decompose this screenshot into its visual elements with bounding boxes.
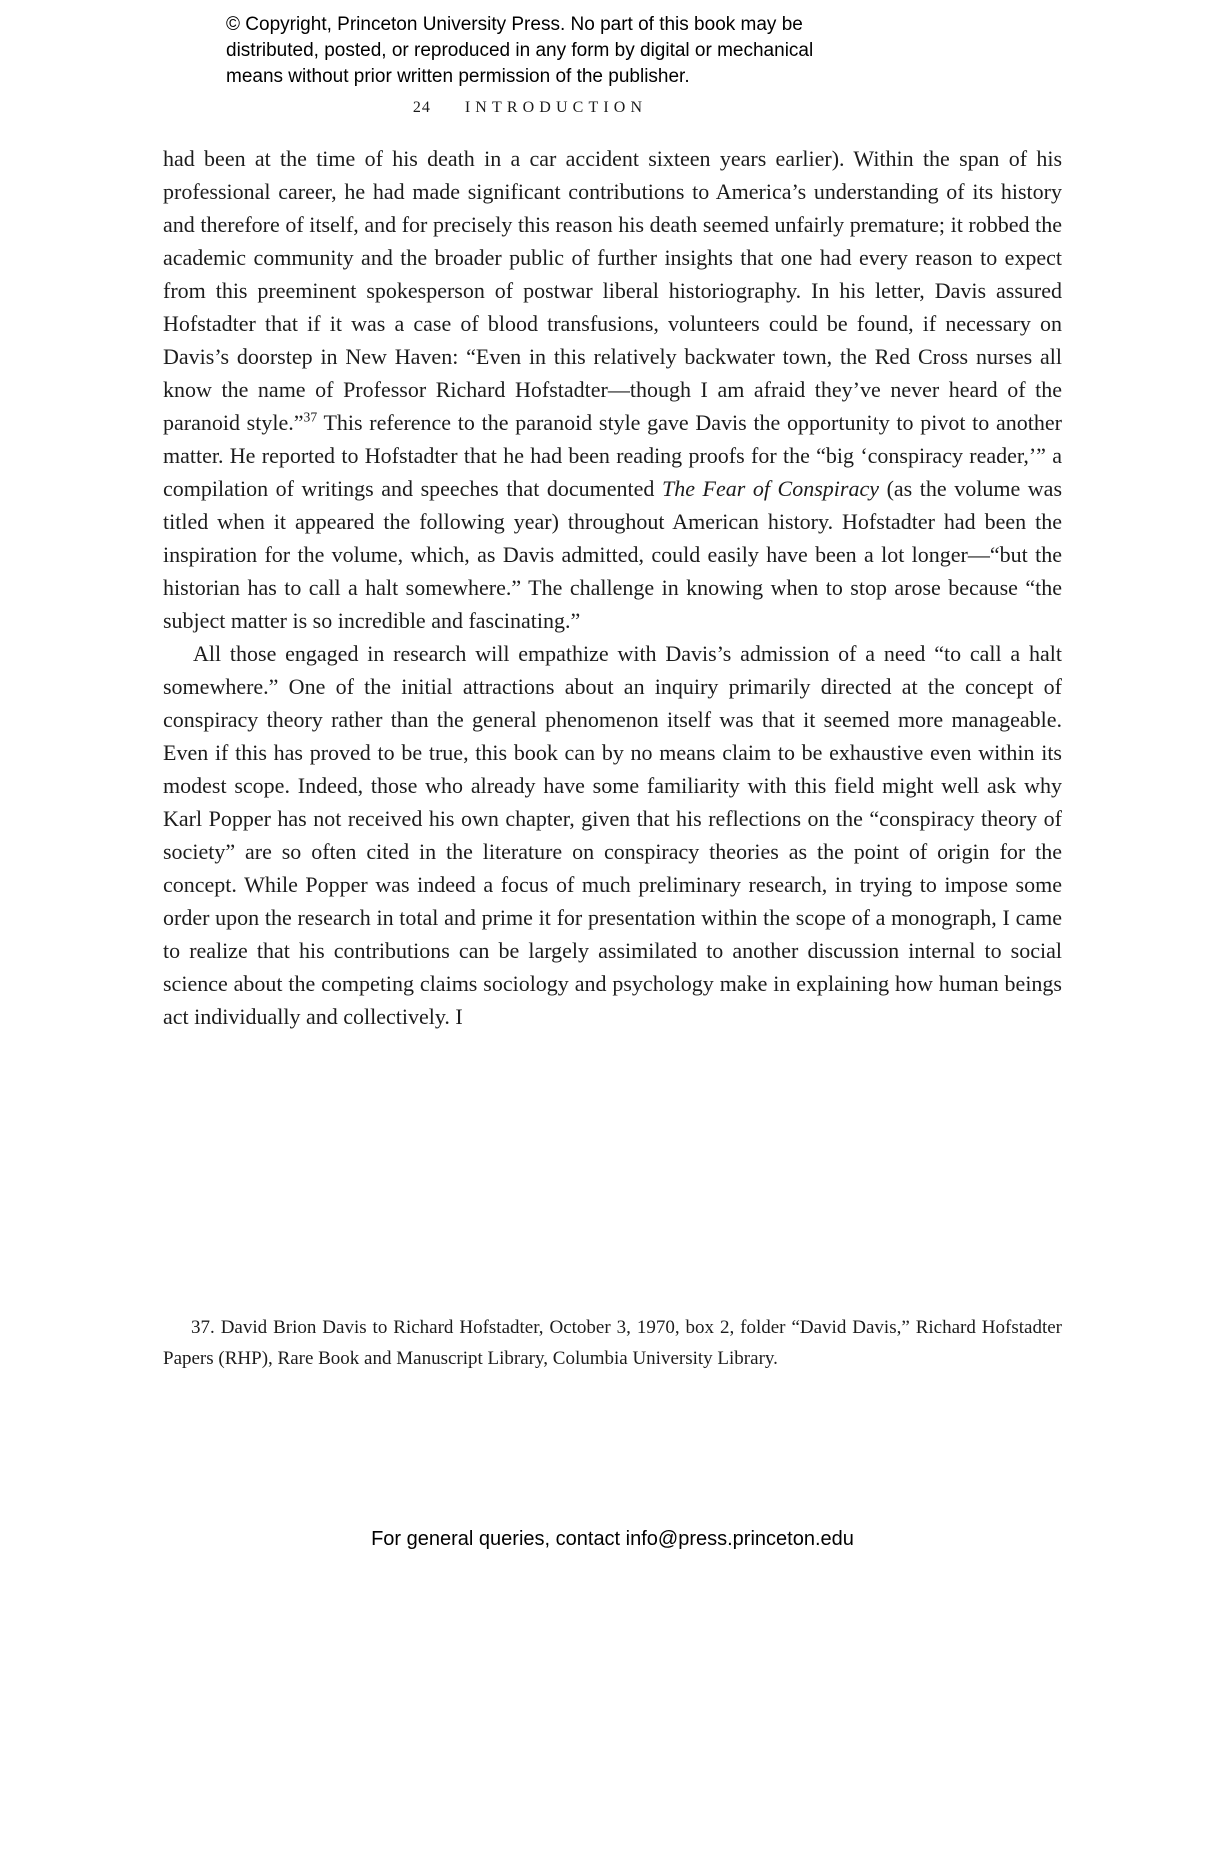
footnote: 37. David Brion Davis to Richard Hofstadter, October 3, 1970, box 2, folder “David Davis,” Richard Hofstadter Papers (RHP), Rare Book and Manuscript Library, Columbia University Library. [163, 1317, 1062, 1369]
paragraph: All those engaged in research will empathize with Davis’s admission of a need “to call a halt somewhere.” One of the initial attractions about an inquiry primarily directed at the concept of conspiracy theory rather than the general phenomenon itself was that it seemed more manageable. Even if this has proved to be true, this book can by no means claim to be exhaustive even within its modest scope. Indeed, those who already have some familiarity with this field might well ask why Karl Popper has not received his own chapter, given that his reflections on the “conspiracy theory of society” are so often cited in the literature on conspiracy theories as the point of origin for the concept. While Popper was indeed a focus of much preliminary research, in trying to impose some order upon the research in total and prime it for presentation within the scope of a monograph, I came to realize that his contributions can be largely assimilated to another discussion internal to social science about the competing claims sociology and psychology make in explaining how human beings act individually and collectively. I [163, 641, 1062, 1029]
running-head [80, 99, 980, 117]
section-title: INTRODUCTION [464, 99, 648, 116]
page-number: 24 [412, 99, 431, 116]
body-paragraphs [163, 142, 1062, 1033]
paragraph: had been at the time of his death in a car accident sixteen years earlier). Within the span of his professional career, he had made significant contributions to America’s understanding of its history and therefore of itself, and for precisely this reason his death seemed unfairly premature; it robbed the academic community and the broader public of further insights that one had every reason to expect from this preeminent spokesperson of postwar liberal historiography. In his letter, Davis assured Hofstadter that if it was a case of blood transfusions, volunteers could be found, if necessary on Davis’s doorstep in New Haven: “Even in this relatively backwater town, the Red Cross nurses all know the name of Professor Richard Hofstadter—though I am afraid they’ve never heard of the paranoid style.”$^{37}$ This reference to the paranoid style gave Davis the opportunity to pivot to another matter. He reported to Hofstadter that he had been reading proofs for the “big ‘conspiracy reader,’” a compilation of writings and speeches that documented The Fear of Conspiracy (as the volume was titled when it appeared the following year) throughout American history. Hofstadter had been the inspiration for the volume, which, as Davis admitted, could easily have been a lot longer—“but the historian has to call a halt somewhere.” The challenge in knowing when to stop arose because “the subject matter is so incredible and fascinating.” [163, 146, 1063, 633]
footer-contact: For general queries, contact info@press.princeton.edu [371, 1528, 854, 1550]
copyright-notice: © Copyright, Princeton University Press. No part of this book may be distributed, posted, or reproduced in any form by digital or mechanical means without prior written permission of the publisher. [226, 14, 814, 87]
